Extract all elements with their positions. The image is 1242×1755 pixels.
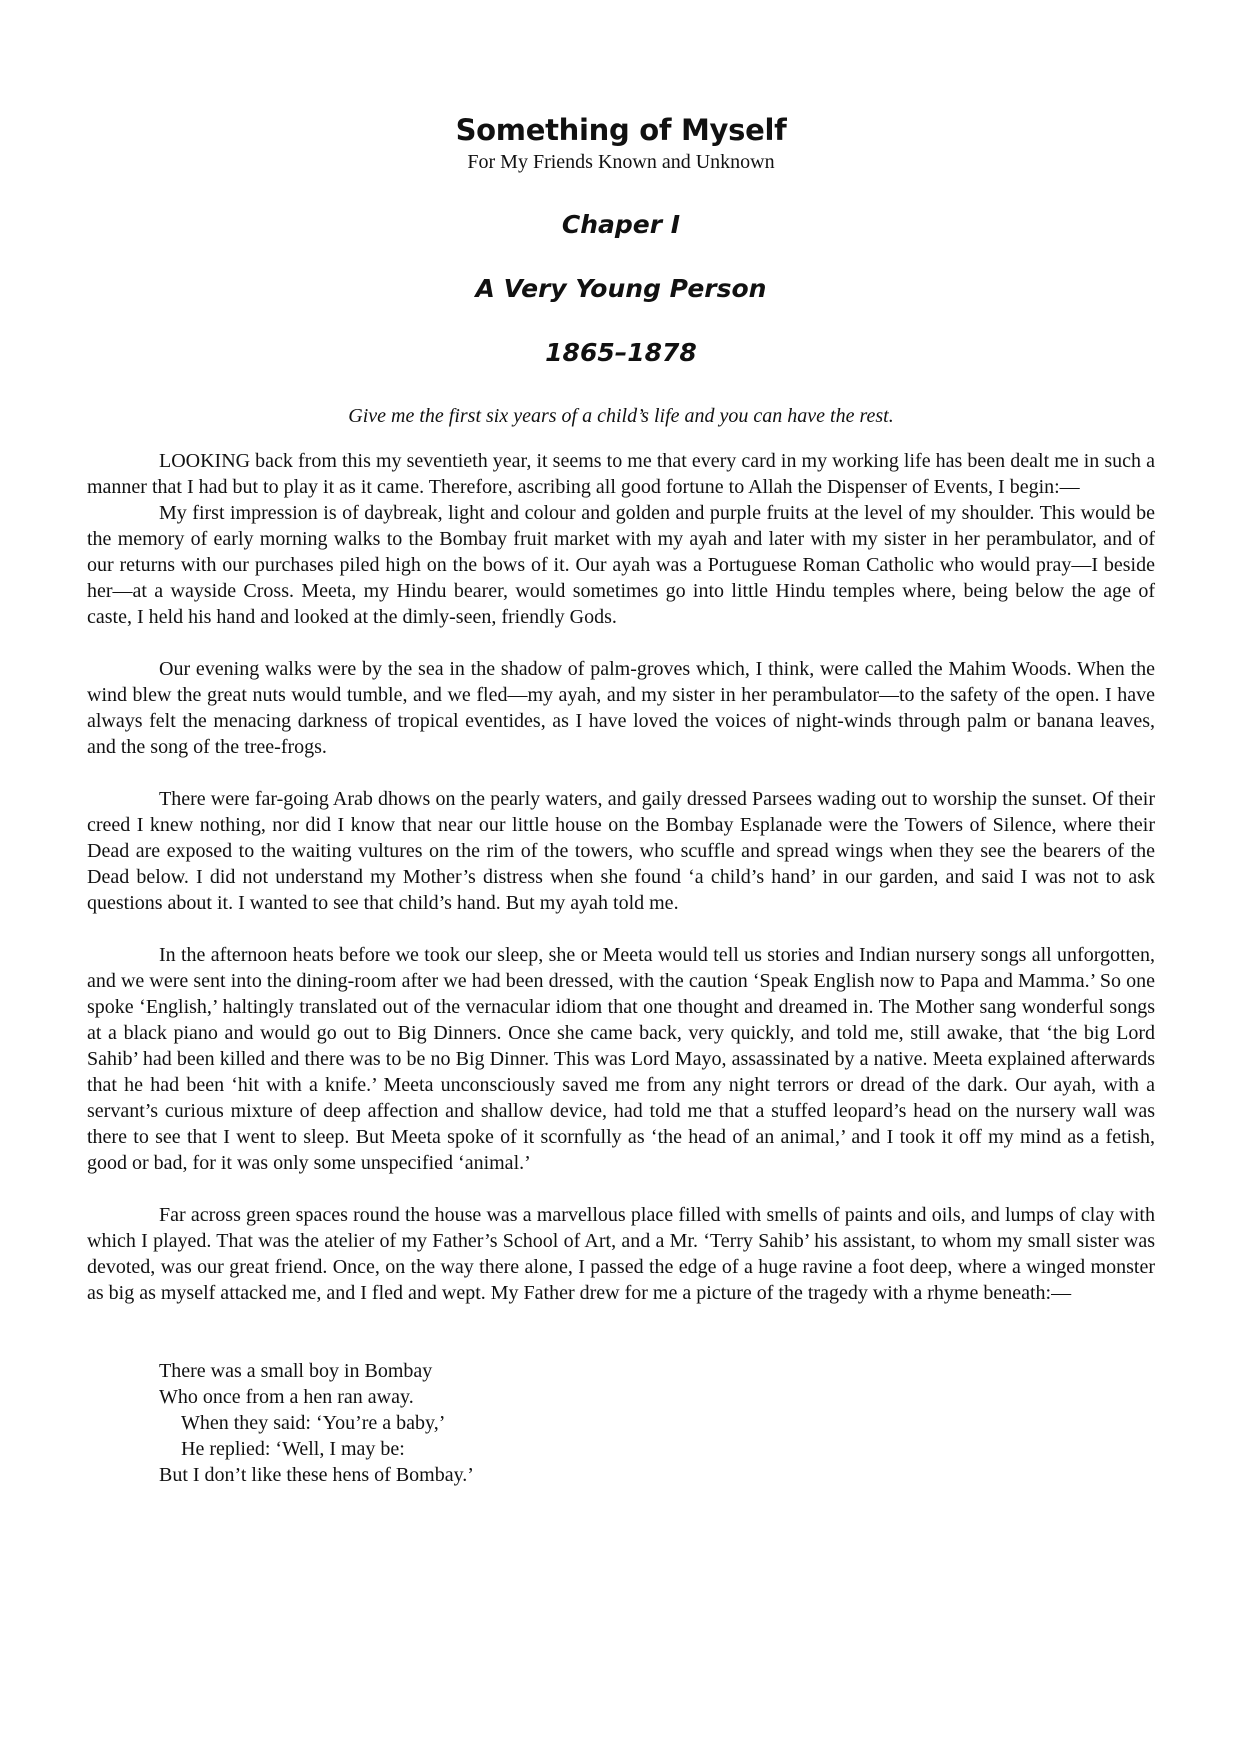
paragraph: My first impression is of daybreak, light and colour and golden and purple fruits at the level of my shoulder. This would be the memory of early morning walks to the Bombay fruit market with my ayah and later with my sister in her perambulator, and of our returns with our purchases piled high on the bows of it. Our ayah was a Portuguese Roman Catholic who would pray—I beside her—at a wayside Cross. Meeta, my Hindu bearer, would sometimes go into little Hindu temples where, being below the age of caste, I held his hand and looked at the dimly-seen, friendly Gods. [87,502,1155,628]
chapter-years: 1865–1878 [545,338,697,367]
poem-line: There was a small boy in Bombay [159,1360,433,1382]
paragraph: Far across green spaces round the house was a marvellous place filled with smells of paints and oils, and lumps of clay with which I played. That was the atelier of my Father’s School of Art, and a Mr. ‘Terry Sahib’ his assistant, to whom my small sister was devoted, was our great friend. Once, on the way there alone, I passed the edge of a huge ravine a foot deep, where a winged monster as big as myself attacked me, and I fled and wept. My Father drew for me a picture of the tragedy with a rhyme beneath:— [87,1204,1155,1304]
paragraph: There were far-going Arab dhows on the pearly waters, and gaily dressed Parsees wading out to worship the sunset. Of their creed I knew nothing, nor did I know that near our little house on the Bombay Esplanade were the Towers of Silence, where their Dead are exposed to the waiting vultures on the rim of the towers, who scuffle and spread wings when they see the bearers of the Dead below. I did not understand my Mother’s distress when she found ‘a child’s hand’ in our garden, and said I was not to ask questions about it. I wanted to see that child’s hand. But my ayah told me. [87,788,1155,914]
book-title: Something of Myself [455,113,787,147]
poem-line: When they said: ‘You’re a baby,’ [181,1412,446,1434]
poem-line: But I don’t like these hens of Bombay.’ [159,1464,474,1486]
paragraph: In the afternoon heats before we took our sleep, she or Meeta would tell us stories and Indian nursery songs all unforgotten, and we were sent into the dining-room after we had been dressed, with the caution ‘Speak English now to Papa and Mamma.’ So one spoke ‘English,’ haltingly translated out of the vernacular idiom that one thought and dreamed in. The Mother sang wonderful songs at a black piano and would go out to Big Dinners. Once she came back, very quickly, and told me, still awake, that ‘the big Lord Sahib’ had been killed and there was to be no Big Dinner. This was Lord Mayo, assassinated by a native. Meeta explained afterwards that he had been ‘hit with a knife.’ Meeta unconsciously saved me from any night terrors or dread of the dark. Our ayah, with a servant’s curious mixture of deep affection and shallow device, had told me that a stuffed leopard’s head on the nursery wall was there to see that I went to sleep. But Meeta spoke of it scornfully as ‘the head of an animal,’ and I took it off my mind as a fetish, good or bad, for it was only some unspecified ‘animal.’ [87,944,1155,1174]
poem-line: He replied: ‘Well, I may be: [181,1438,405,1460]
document-page [87,110,1155,1488]
book-subtitle: For My Friends Known and Unknown [467,151,775,173]
poem [159,1358,1155,1488]
chapter-label: Chaper I [561,210,681,239]
paragraph: LOOKING back from this my seventieth year, it seems to me that every card in my working life has been dealt me in such a manner that I had but to play it as it came. Therefore, ascribing all good fortune to Allah the Dispenser of Events, I begin:— [87,450,1155,498]
paragraph: Our evening walks were by the sea in the shadow of palm-groves which, I think, were called the Mahim Woods. When the wind blew the great nuts would tumble, and we fled—my ayah, and my sister in her perambulator—to the safety of the open. I have always felt the menacing darkness of tropical eventides, as I have loved the voices of night-winds through palm or banana leaves, and the song of the tree-frogs. [87,658,1155,758]
epigraph: Give me the first six years of a child’s life and you can have the rest. [348,405,894,427]
chapter-title: A Very Young Person [475,274,767,303]
poem-line: Who once from a hen ran away. [159,1386,414,1408]
